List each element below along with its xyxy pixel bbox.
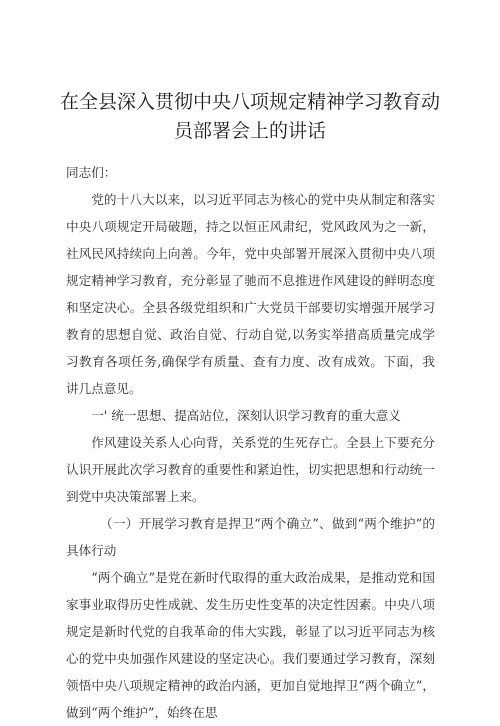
paragraph-subsection-1: “两个确立”是党在新时代取得的重大政治成果，是推动党和国家事业取得历史性成就、发生历史性变革的决定性因素。中央八项规定是新时代党的自我革命的伟大实践，彰显了以习近平同志为核心的党中央加强作风建设的坚定决心。我们要通过学习教育，深刻领悟中央八项规定精神的政治内涵，更加自觉地捍卫“两个确立”，做到“两个维护”，始终在思 (66, 570, 435, 720)
subsection-heading-1: （一）开展学习教育是捍卫“两个确立”、做到“两个维护”的具体行动 (66, 516, 435, 558)
paragraph-section-1: 作风建设关系人心向背，关系党的生死存亡。全县上下要充分认识开展此次学习教育的重要性和紧迫性，切实把思想和行动统一到党中央决策部署上来。 (66, 435, 435, 504)
salutation: 同志们： (66, 165, 117, 180)
section-heading-1: 一' 统一思想、提高站位，深刻认识学习教育的重大意义 (91, 408, 401, 423)
document-title: 在全县深入贯彻中央八项规定精神学习教育动员部署会上的讲话 (60, 91, 441, 142)
paragraph-intro: 党的十八大以来，以习近平同志为核心的党中央从制定和落实中央八项规定开局破题，持之以恒正风肃纪，党风政风为之一新，社风民风持续向上向善。今年，党中央部署开展深入贯彻中央八项规定精神学习教育，充分彰显了驰而不息推进作风建设的鲜明态度和坚定决心。全县各级党组织和广大党员干部要切实增强开展学习教育的思想自觉、政治自觉、行动自觉,以务实举措高质量完成学习教育各项任务,确保学有质量、查有力度、改有成效。下面，我讲几点意见。 (66, 192, 435, 396)
document-body (66, 159, 435, 726)
